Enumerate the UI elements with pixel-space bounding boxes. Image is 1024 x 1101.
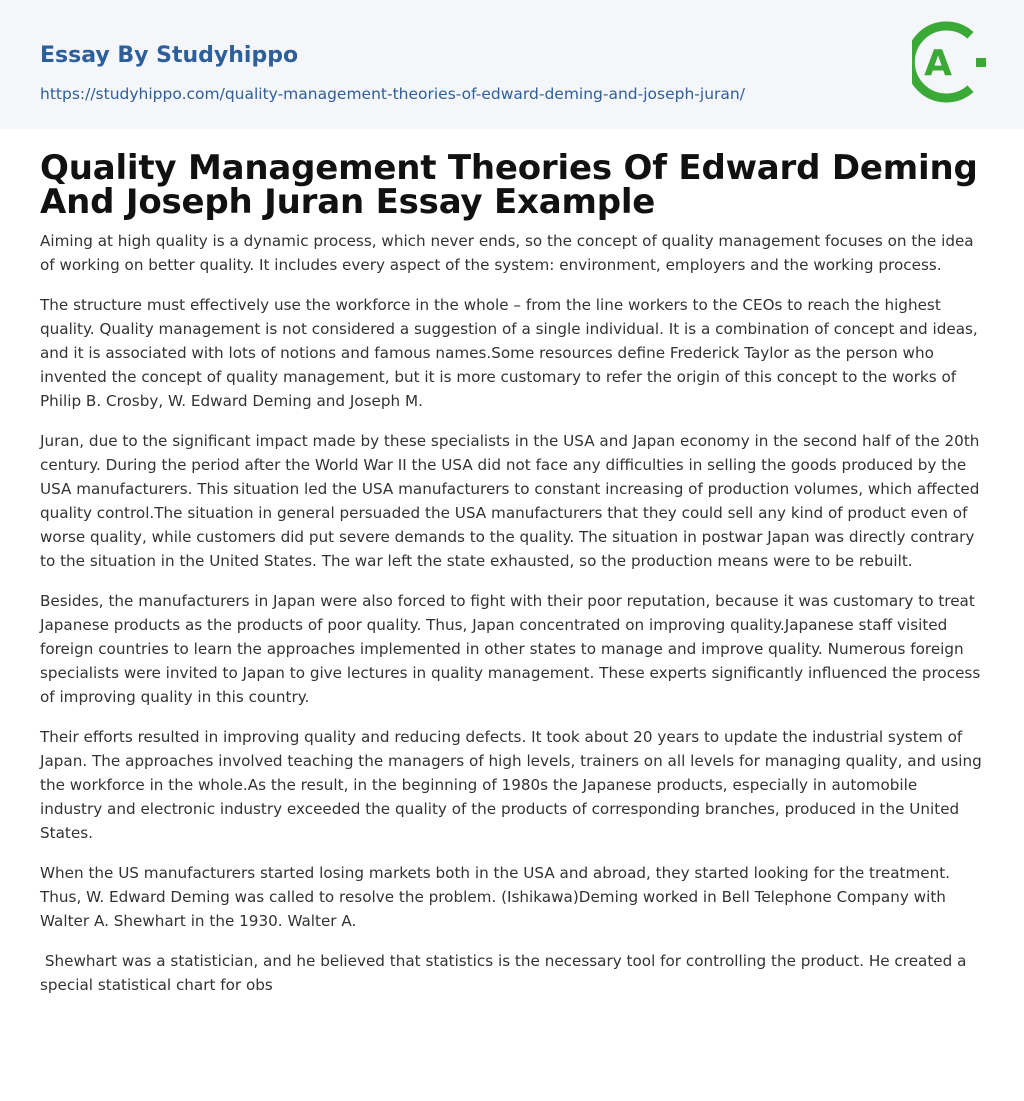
article-title-line-1: Quality Management Theories Of Edward Deming <box>40 148 978 188</box>
paragraph-6: When the US manufacturers started losing markets both in the USA and abroad, they started looking for the treatment. Thus, W. Edward Deming was called to resolve the problem. (Ishikawa)Deming worked in Bell Telephone Company with Walter A. Shewhart in the 1930. Walter A. <box>40 864 951 930</box>
article-title <box>40 148 984 222</box>
logo-letter: A <box>924 43 952 84</box>
article-body <box>40 229 984 997</box>
site-header <box>0 0 1024 129</box>
paragraph-2: The structure must effectively use the workforce in the whole – from the line workers to the CEOs to reach the highest quality. Quality management is not considered a suggestion of a single individual. It is a combination of concept and ideas, and it is associated with lots of notions and famous names.Some resources define Frederick Taylor as the person who invented the concept of quality management, but it is more customary to refer the origin of this concept to the works of Philip B. Crosby, W. Edward Deming and Joseph M. <box>40 296 978 410</box>
paragraph-4: Besides, the manufacturers in Japan were also forced to fight with their poor reputation, because it was customary to treat Japanese products as the products of poor quality. Thus, Japan concentrated on improving quality.Japanese staff visited foreign countries to learn the approaches implemented in other states to manage and improve quality. Numerous foreign specialists were invited to Japan to give lectures in quality management. These experts significantly influenced the process of improving quality in this country. <box>40 592 981 706</box>
paragraph-1: Aiming at high quality is a dynamic process, which never ends, so the concept of quality management focuses on the idea of working on better quality. It includes every aspect of the system: environment, employers and the working process. <box>40 232 974 274</box>
paragraph-3: Juran, due to the significant impact made by these specialists in the USA and Japan economy in the second half of the 20th century. During the period after the World War II the USA did not face any difficulties in selling the goods produced by the USA manufacturers. This situation led the USA manufacturers to constant increasing of production volumes, which affected quality control.The situation in general persuaded the USA manufacturers that they could sell any kind of product even of worse quality, while customers did put severe demands to the quality. The situation in postwar Japan was directly contrary to the situation in the United States. The war left the state exhausted, so the production means were to be rebuilt. <box>40 432 980 570</box>
site-brand[interactable]: Essay By Studyhippo <box>40 43 299 68</box>
paragraph-7: Shewhart was a statistician, and he believed that statistics is the necessary tool for controlling the product. He created a special statistical chart for obs <box>40 952 972 994</box>
article-content <box>0 148 1024 997</box>
paragraph-5: Their efforts resulted in improving quality and reducing defects. It took about 20 years to update the industrial system of Japan. The approaches involved teaching the managers of high levels, trainers on all levels for managing quality, and using the workforce in the whole.As the result, in the beginning of 1980s the Japanese products, especially in automobile industry and electronic industry exceeded the quality of the products of corresponding branches, produced in the United States. <box>40 728 982 842</box>
article-title-line-2: And Joseph Juran Essay Example <box>40 182 656 222</box>
studyhippo-logo-icon[interactable] <box>912 18 986 106</box>
article-url-link[interactable]: https://studyhippo.com/quality-management-theories-of-edward-deming-and-joseph-juran/ <box>40 85 745 103</box>
